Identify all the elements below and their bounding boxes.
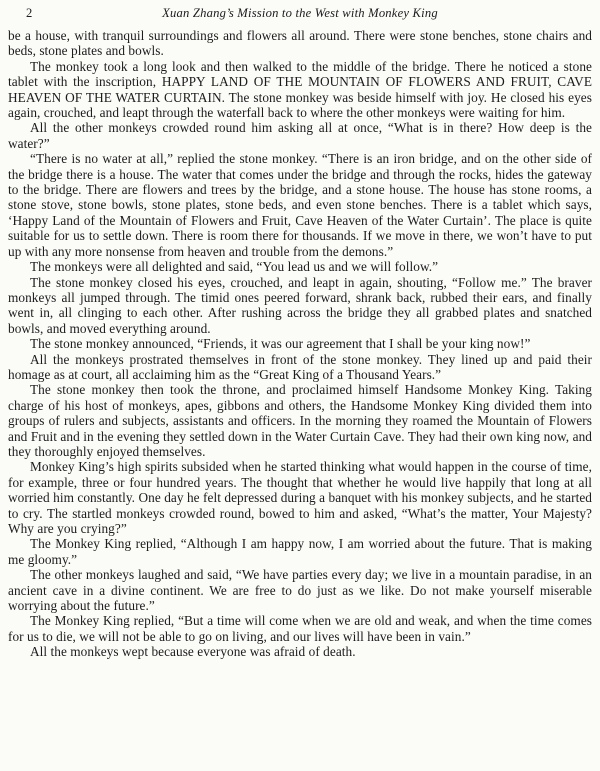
paragraph: Monkey King’s high spirits subsided when he started thinking what would happen in the course of time, for example, three or four hundred years. The thought that whether he would live happily that long at all worried him constantly. One day he felt depressed during a banquet with his monkey subjects, and he started to cry. The startled monkeys crowded round, bowed to him and asked, “What’s the matter, Your Majesty? Why are you crying?”	[8, 459, 592, 536]
paragraph: be a house, with tranquil surroundings and flowers all around. There were stone benches, stone chairs and beds, stone plates and bowls.	[8, 28, 592, 59]
page-header	[8, 5, 592, 23]
paragraph: The Monkey King replied, “But a time will come when we are old and weak, and when the time comes for us to die, we will not be able to go on living, and our lives will have been in vain.”	[8, 613, 592, 644]
paragraph: “There is no water at all,” replied the stone monkey. “There is an iron bridge, and on the other side of the bridge there is a house. The water that comes under the bridge and through the rocks, hides the gateway to the bridge. There are flowers and trees by the bridge, and a stone house. The house has stone rooms, a stone stove, stone bowls, stone plates, stone beds, and even stone benches. There is a tablet which says, ‘Happy Land of the Mountain of Flowers and Fruit, Cave Heaven of the Water Curtain’. The place is quite suitable for us to settle down. There is room there for thousands. If we move in there, we won’t have to put up with any more nonsense from heaven and trouble from the demons.”	[8, 151, 592, 259]
paragraph: The stone monkey announced, “Friends, it was our agreement that I shall be your king now!”	[30, 336, 531, 352]
paragraph: The stone monkey then took the throne, and proclaimed himself Handsome Monkey King. Taking charge of his host of monkeys, apes, gibbons and others, the Handsome Monkey King divided them into groups of rulers and subjects, assistants and officers. In the morning they roamed the Mountain of Flowers and Fruit and in the evening they settled down in the Water Curtain Cave. They had their own king now, and they thoroughly enjoyed themselves.	[8, 382, 592, 459]
paragraph: The other monkeys laughed and said, “We have parties every day; we live in a mountain paradise, in an ancient cave in a divine continent. We are free to do just as we like. Do not make yourself miserable worrying about the future.”	[8, 567, 592, 614]
page-body	[8, 28, 592, 660]
paragraph: All the monkeys prostrated themselves in front of the stone monkey. They lined up and paid their homage as at court, all acclaiming him as the “Great King of a Thousand Years.”	[8, 351, 592, 382]
running-title: Xuan Zhang’s Mission to the West with Monkey King	[162, 6, 438, 20]
paragraph: All the other monkeys crowded round him asking all at once, “What is in there? How deep is the water?”	[8, 120, 592, 151]
paragraph: All the monkeys wept because everyone was afraid of death.	[30, 644, 356, 660]
paragraph: The Monkey King replied, “Although I am happy now, I am worried about the future. That is making me gloomy.”	[8, 536, 592, 567]
paragraph: The monkeys were all delighted and said, “You lead us and we will follow.”	[30, 259, 439, 275]
page-number: 2	[26, 6, 33, 20]
paragraph: The monkey took a long look and then walked to the middle of the bridge. There he noticed a stone tablet with the inscription, HAPPY LAND OF THE MOUNTAIN OF FLOWERS AND FRUIT, CAVE HEAVEN OF THE WATER CURTAIN. The stone monkey was beside himself with joy. He closed his eyes again, crouched, and leapt through the waterfall back to where the other monkeys were waiting for him.	[8, 58, 592, 121]
paragraph: The stone monkey closed his eyes, crouched, and leapt in again, shouting, “Follow me.” The braver monkeys all jumped through. The timid ones peered forward, shrank back, rubbed their ears, and finally went in, all clinging to each other. After rushing across the bridge they all grabbed plates and snatched bowls, and moved everything around.	[8, 274, 592, 336]
